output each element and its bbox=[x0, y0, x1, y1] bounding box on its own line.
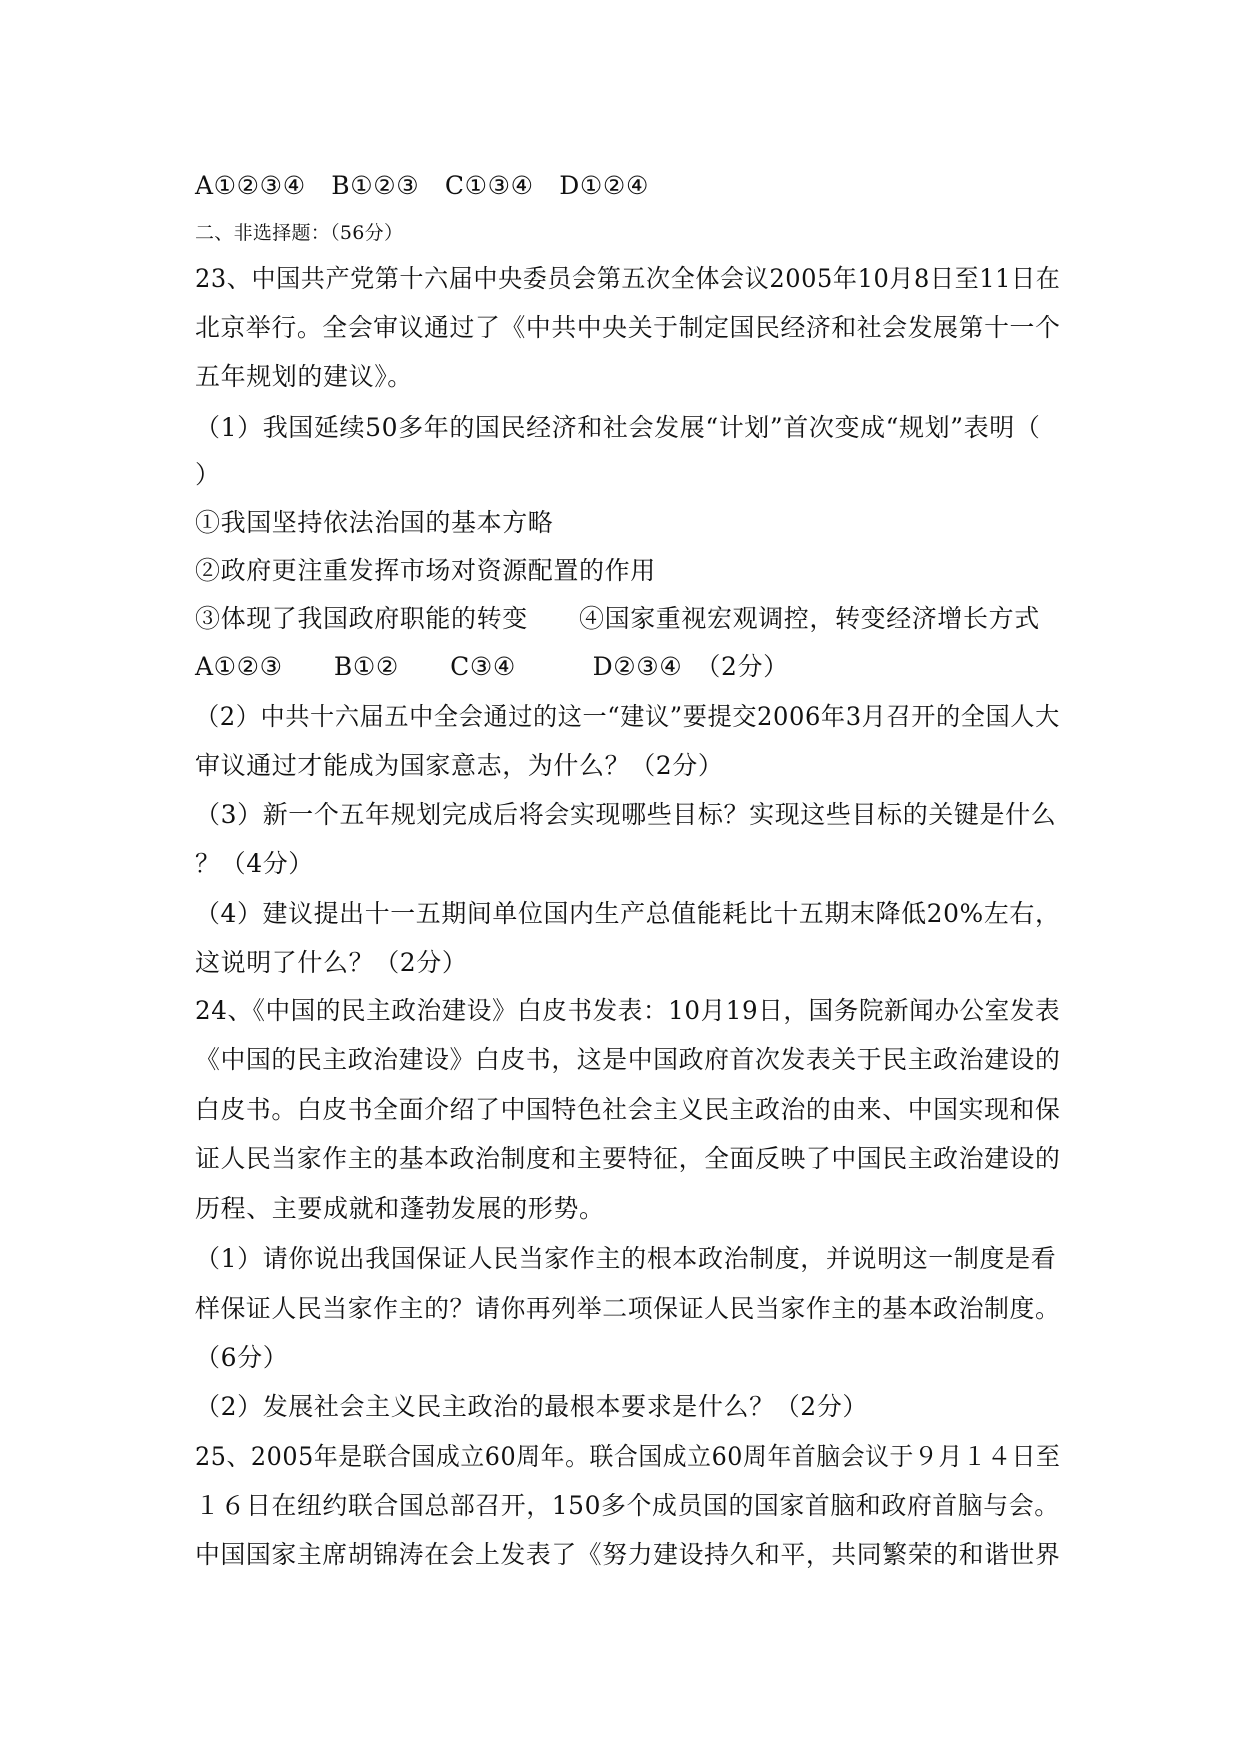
text-line: A①②③④ B①②③ C①③④ D①②④ bbox=[195, 171, 649, 200]
question-23-text: 北京举行。全会审议通过了《中共中央关于制定国民经济和社会发展第十一个 bbox=[195, 313, 1061, 342]
question-23-part-3: （3）新一个五年规划完成后将会实现哪些目标？实现这些目标的关键是什么 bbox=[195, 800, 1057, 829]
option-line: ①我国坚持依法治国的基本方略 bbox=[195, 508, 554, 537]
question-23-part-4: （4）建议提出十一五期间单位国内生产总值能耗比十五期末降低20%左右， bbox=[195, 899, 1061, 928]
question-23-part-1: （1）我国延续50多年的国民经济和社会发展“计划”首次变成“规划”表明（ bbox=[195, 413, 1041, 442]
question-25-text: 中国国家主席胡锦涛在会上发表了《努力建设持久和平，共同繁荣的和谐世界 bbox=[195, 1540, 1061, 1569]
question-23-part-4: 这说明了什么？（2分） bbox=[195, 948, 468, 977]
option-line: ③体现了我国政府职能的转变 ④国家重视宏观调控，转变经济增长方式 bbox=[195, 604, 1040, 633]
question-23-part-2: （2）中共十六届五中全会通过的这一“建议”要提交2006年3月召开的全国人大 bbox=[195, 702, 1060, 731]
question-24-text: 历程、主要成就和蓬勃发展的形势。 bbox=[195, 1194, 605, 1223]
question-24-part-1: 样保证人民当家作主的？请你再列举二项保证人民当家作主的基本政治制度。 bbox=[195, 1294, 1061, 1323]
question-23-text: 五年规划的建议》。 bbox=[195, 362, 413, 391]
question-24-text: 证人民当家作主的基本政治制度和主要特征，全面反映了中国民主政治建设的 bbox=[195, 1144, 1061, 1173]
question-24-part-2: （2）发展社会主义民主政治的最根本要求是什么？（2分） bbox=[195, 1392, 869, 1421]
question-24-text: 《中国的民主政治建设》白皮书，这是中国政府首次发表关于民主政治建设的 bbox=[195, 1045, 1061, 1074]
question-23-part-2: 审议通过才能成为国家意志，为什么？（2分） bbox=[195, 751, 724, 780]
question-23-part-3: ？（4分） bbox=[195, 849, 314, 878]
question-24-text: 24、《中国的民主政治建设》白皮书发表：10月19日，国务院新闻办公室发表 bbox=[195, 996, 1061, 1025]
question-24-part-1: （1）请你说出我国保证人民当家作主的根本政治制度，并说明这一制度是看 bbox=[195, 1244, 1057, 1273]
question-25-text: １６日在纽约联合国总部召开，150多个成员国的国家首脑和政府首脑与会。 bbox=[195, 1491, 1060, 1520]
section-heading: 二、非选择题：（56分） bbox=[195, 222, 404, 244]
question-24-text: 白皮书。白皮书全面介绍了中国特色社会主义民主政治的由来、中国实现和保 bbox=[195, 1095, 1061, 1124]
question-25-text: 25、2005年是联合国成立60周年。联合国成立60周年首脑会议于９月１４日至 bbox=[195, 1442, 1061, 1471]
answer-choices: A①②③ B①② C③④ D②③④ （2分） bbox=[195, 652, 789, 681]
question-24-part-1: （6分） bbox=[195, 1343, 289, 1372]
question-23-text: 23、中国共产党第十六届中央委员会第五次全体会议2005年10月8日至11日在 bbox=[195, 264, 1061, 293]
option-line: ②政府更注重发挥市场对资源配置的作用 bbox=[195, 556, 656, 585]
question-23-part-1: ） bbox=[195, 460, 221, 489]
